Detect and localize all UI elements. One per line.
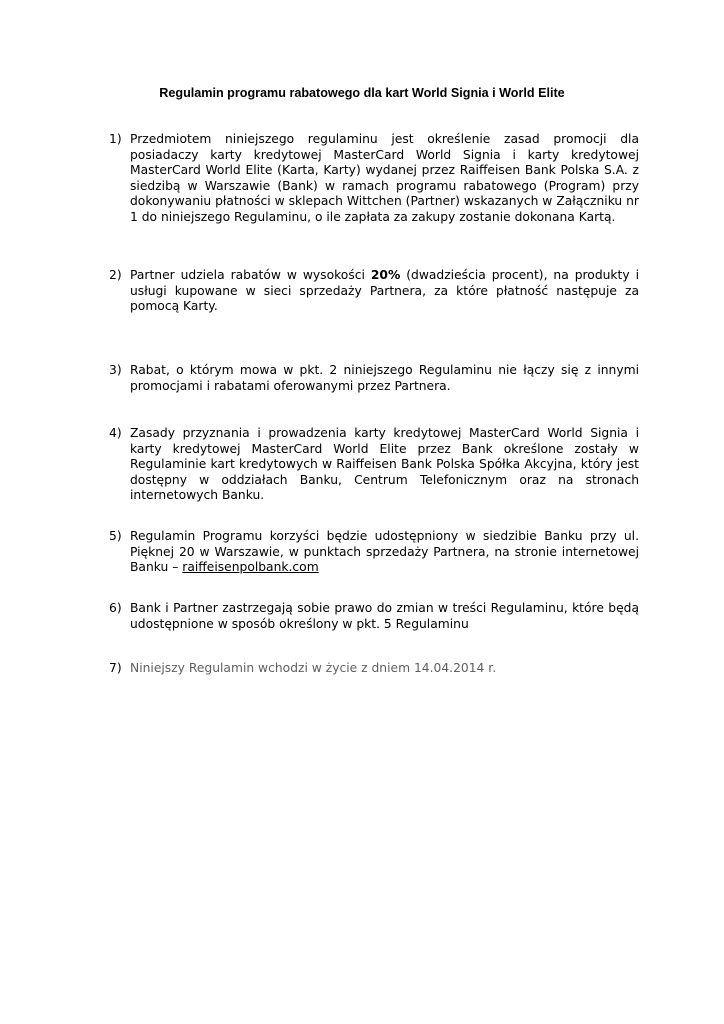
list-item bbox=[109, 268, 639, 315]
item-text-start: Regulamin Programu korzyści będzie udostępniony w siedzibie Banku przy ul. Pięknej 20 w Warszawie, w punktach sprzedaży Partnera, na stronie internetowej Banku – bbox=[130, 529, 639, 574]
list-item bbox=[109, 363, 639, 394]
item-text: Niniejszy Regulamin wchodzi w życie z dniem 14.04.2014 r. bbox=[130, 661, 497, 675]
discount-value: 20% bbox=[370, 268, 401, 282]
item-number: 2) bbox=[109, 268, 122, 282]
item-text-start: Partner udziela rabatów w wysokości bbox=[130, 268, 371, 282]
item-text-end: (dwadzieścia procent), na produkty i usługi kupowane w sieci sprzedaży Partnera, za które płatność następuje za pomocą Karty. bbox=[130, 268, 639, 313]
item-text: Bank i Partner zastrzegają sobie prawo do zmian w treści Regulaminu, które będą udostępnione w sposób określony w pkt. 5 Regulaminu bbox=[130, 601, 639, 631]
list-item bbox=[109, 661, 639, 677]
item-number: 5) bbox=[109, 529, 122, 543]
item-text: Rabat, o którym mowa w pkt. 2 niniejszego Regulaminu nie łączy się z innymi promocjami i rabatami oferowanymi przez Partnera. bbox=[130, 363, 639, 393]
bank-website-link[interactable]: raiffeisenpolbank.com bbox=[182, 560, 319, 574]
list-item bbox=[109, 132, 639, 225]
item-text bbox=[130, 529, 639, 576]
list-item bbox=[109, 529, 639, 576]
document-title: Regulamin programu rabatowego dla kart World Signia i World Elite bbox=[159, 86, 565, 100]
item-number: 4) bbox=[109, 426, 122, 440]
item-number: 6) bbox=[109, 601, 122, 615]
item-number: 3) bbox=[109, 363, 122, 377]
item-text bbox=[130, 268, 639, 315]
item-text: Zasady przyznania i prowadzenia karty kredytowej MasterCard World Signia i karty kredytowej MasterCard World Elite przez Bank określone zostały w Regulaminie kart kredytowych w Raiffeisen Bank Polska Spółka Akcyjna, który jest dostępny w oddziałach Banku, Centrum Telefonicznym oraz na stronach internetowych Banku. bbox=[130, 426, 639, 502]
item-text: Przedmiotem niniejszego regulaminu jest określenie zasad promocji dla posiadaczy karty kredytowej MasterCard World Signia i karty kredytowej MasterCard World Elite (Karta, Karty) wydanej przez Raiffeisen Bank Polska S.A. z siedzibą w Warszawie (Bank) w ramach programu rabatowego (Program) przy dokonywaniu płatności w sklepach Wittchen (Partner) wskazanych w Załączniku nr 1 do niniejszego Regulaminu, o ile zapłata za zakupy zostanie dokonana Kartą. bbox=[130, 132, 639, 224]
item-number: 1) bbox=[109, 132, 122, 146]
item-number: 7) bbox=[109, 661, 122, 675]
list-item bbox=[109, 426, 639, 504]
list-item bbox=[109, 601, 639, 632]
